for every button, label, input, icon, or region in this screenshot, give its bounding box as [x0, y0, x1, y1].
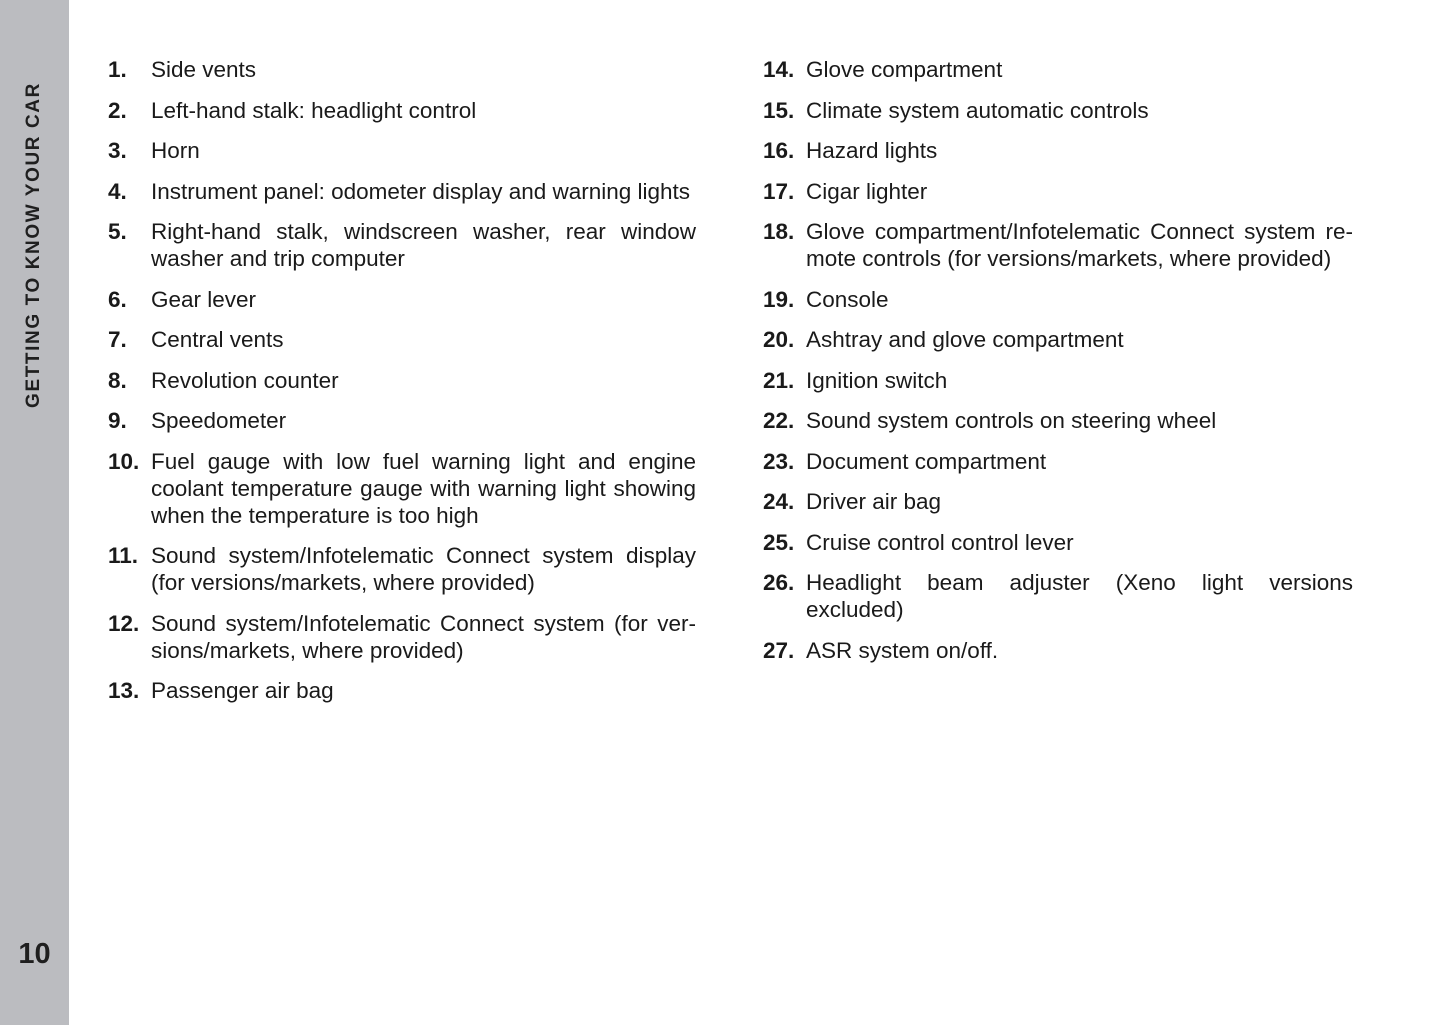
- legend-item-number: 8.: [108, 367, 127, 393]
- legend-item-text: Horn: [151, 138, 200, 163]
- legend-item: [108, 218, 696, 272]
- legend-item-text: Cigar lighter: [806, 178, 928, 204]
- legend-item-text: Ashtray and glove compartment: [806, 327, 1124, 352]
- legend-item-text: Console: [806, 286, 889, 312]
- legend-item-number: 24.: [763, 489, 795, 514]
- legend-item-text: Climate system automatic controls: [806, 97, 1149, 123]
- legend-item-number: 14.: [763, 57, 795, 82]
- legend-item-text: ASR system on/off.: [806, 637, 999, 663]
- legend-item-number: 13.: [108, 678, 140, 703]
- legend-item-text: Right-hand stalk, windscreen washer, rear window washer and trip computer: [151, 219, 696, 271]
- legend-item-text: Glove compartment/Infotelematic Connect system re-mote controls (for versions/markets, where provided): [806, 219, 1353, 271]
- legend-item: [763, 97, 1353, 124]
- legend-item: [108, 326, 696, 353]
- legend-item-text: Headlight beam adjuster (Xeno light versions excluded): [806, 570, 1353, 622]
- legend-item-number: 22.: [763, 408, 795, 433]
- legend-item: [108, 286, 696, 313]
- legend-item-number: 2.: [108, 97, 127, 123]
- legend-item-number: 12.: [108, 610, 140, 636]
- legend-item-number: 26.: [763, 570, 795, 595]
- legend-item-number: 1.: [108, 57, 127, 82]
- legend-item-text: Driver air bag: [806, 489, 942, 514]
- legend-item-text: Hazard lights: [806, 138, 938, 163]
- legend-item: [763, 137, 1353, 164]
- legend-item-text: Left-hand stalk: headlight control: [151, 97, 477, 123]
- legend-item: [108, 367, 696, 394]
- legend-item-number: 10.: [108, 448, 140, 474]
- legend-item: [108, 677, 696, 704]
- legend-item-text: Sound system/Infotelematic Connect system (for ver-sions/markets, where provided): [151, 610, 696, 663]
- legend-item-number: 11.: [108, 543, 139, 568]
- legend-item-number: 7.: [108, 327, 127, 352]
- legend-item-number: 5.: [108, 219, 127, 244]
- legend-item-number: 6.: [108, 286, 127, 312]
- legend-item: [763, 488, 1353, 515]
- legend-item: [763, 56, 1353, 83]
- legend-item-number: 18.: [763, 219, 795, 244]
- legend-item: [108, 610, 696, 664]
- legend-item: [763, 178, 1353, 205]
- legend-item-text: Instrument panel: odometer display and warning lights: [151, 178, 691, 204]
- legend-item-text: Revolution counter: [151, 367, 339, 393]
- legend-item-text: Gear lever: [151, 286, 257, 312]
- legend-list-left: [108, 56, 696, 718]
- legend-item-number: 16.: [763, 138, 795, 163]
- legend-item: [108, 407, 696, 434]
- legend-item-number: 3.: [108, 138, 127, 163]
- legend-item: [763, 218, 1353, 272]
- legend-item: [763, 286, 1353, 313]
- legend-item: [763, 407, 1353, 434]
- legend-item: [108, 448, 696, 529]
- legend-item: [108, 56, 696, 83]
- legend-list-right: [763, 56, 1353, 677]
- section-title: GETTING TO KNOW YOUR CAR: [23, 82, 44, 408]
- legend-item-text: Sound system controls on steering wheel: [806, 408, 1217, 433]
- legend-item-text: Passenger air bag: [151, 678, 334, 703]
- legend-item-number: 4.: [108, 178, 127, 204]
- page-number: 10: [18, 938, 51, 970]
- legend-item: [763, 326, 1353, 353]
- legend-item: [108, 137, 696, 164]
- legend-item-number: 27.: [763, 637, 795, 663]
- legend-item-number: 21.: [763, 367, 795, 393]
- legend-item-text: Ignition switch: [806, 367, 948, 393]
- legend-item: [108, 97, 696, 124]
- legend-item-number: 15.: [763, 97, 795, 123]
- legend-item-number: 9.: [108, 408, 127, 433]
- legend-item-text: Speedometer: [151, 408, 287, 433]
- legend-item: [763, 529, 1353, 556]
- legend-item-number: 17.: [763, 178, 795, 204]
- legend-item-text: Glove compartment: [806, 57, 1003, 82]
- legend-item-text: Sound system/Infotelematic Connect system display (for versions/markets, where provided): [151, 543, 696, 595]
- legend-item-text: Fuel gauge with low fuel warning light and engine coolant temperature gauge with warning light showing when the temperature is too high: [151, 448, 696, 528]
- legend-item-text: Central vents: [151, 327, 284, 352]
- legend-item-number: 25.: [763, 529, 795, 555]
- legend-item: [108, 178, 696, 205]
- legend-item-number: 20.: [763, 327, 795, 352]
- legend-item-text: Cruise control control lever: [806, 529, 1074, 555]
- legend-item-number: 23.: [763, 448, 795, 474]
- legend-item: [763, 367, 1353, 394]
- legend-item: [763, 637, 1353, 664]
- legend-item-text: Side vents: [151, 57, 257, 82]
- legend-item: [763, 448, 1353, 475]
- legend-item: [763, 569, 1353, 623]
- legend-item-text: Document compartment: [806, 448, 1047, 474]
- legend-item: [108, 542, 696, 596]
- legend-item-number: 19.: [763, 286, 795, 312]
